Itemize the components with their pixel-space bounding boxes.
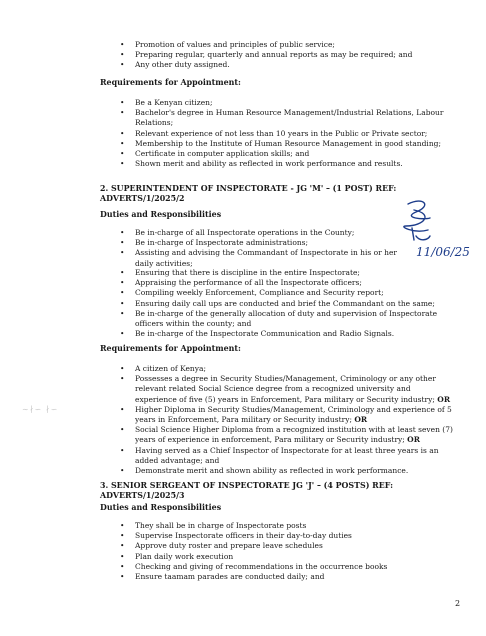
top-bullet-list (113, 40, 453, 71)
requirements-heading: Requirements for Appointment: (100, 78, 241, 87)
list-item: • Promotion of values and principles of public service; (113, 40, 453, 50)
list-item: • Be in-charge of all Inspectorate operations in the County; (113, 228, 403, 238)
section-2-title: 2. SUPERINTENDENT OF INSPECTORATE - JG 'M' – (1 POST) REF: ADVERTS/1/2025/2 (100, 184, 397, 204)
section-3-title: 3. SENIOR SERGEANT OF INSPECTORATE JG 'J' – (4 POSTS) REF: ADVERTS/1/2025/3 (100, 481, 393, 501)
list-item: • They shall be in charge of Inspectorate posts (113, 521, 453, 531)
list-item: • Membership to the Institute of Human Resource Management in good standing; (113, 139, 453, 149)
faint-bleed-mark: ∼∤∽ ∤∽ (22, 405, 59, 414)
list-item: • Shown merit and ability as reflected in work performance and results. (113, 159, 453, 169)
list-item: • Relevant experience of not less than 10 years in the Public or Private sector; (113, 129, 453, 139)
handwritten-date: 11/06/25 (416, 245, 470, 259)
list-item: • Preparing regular, quarterly and annual reports as may be required; and (113, 50, 453, 60)
requirements-list (113, 98, 453, 169)
list-item: • Social Science Higher Diploma from a recognized institution with at least seven (7) years of experience in enforcement, Para military or Security industry; OR (113, 425, 453, 445)
list-item: • Certificate in computer application skills; and (113, 149, 453, 159)
list-item: • Any other duty assigned. (113, 60, 453, 70)
section-3-duties-list (113, 521, 453, 582)
list-item: • A citizen of Kenya; (113, 364, 453, 374)
list-item: • Appraising the performance of all the Inspectorate officers; (113, 278, 453, 288)
list-item: • Be in-charge of the generally allocation of duty and supervision of Inspectorate officers within the county; and (113, 309, 453, 329)
section-2-duties-heading: Duties and Responsibilities (100, 210, 222, 219)
list-item: • Bachelor's degree in Human Resource Management/Industrial Relations, Labour Relations; (113, 108, 453, 128)
list-item: • Assisting and advising the Commandant of Inspectorate in his or her daily activities; (113, 248, 403, 268)
section-2-requirements-heading: Requirements for Appointment: (100, 344, 241, 353)
list-item: • Be in-charge of Inspectorate administrations; (113, 238, 403, 248)
section-3-duties-heading: Duties and Responsibilities (100, 503, 222, 512)
list-item: • Ensure taamam parades are conducted daily; and (113, 572, 453, 582)
list-item: • Having served as a Chief Inspector of Inspectorate for at least three years is an added advantage; and (113, 446, 453, 466)
list-item: • Plan daily work execution (113, 552, 453, 562)
list-item: • Compiling weekly Enforcement, Compliance and Security report; (113, 288, 453, 298)
section-2-duties-list-cont (113, 268, 453, 339)
list-item: • Demonstrate merit and shown ability as reflected in work performance. (113, 466, 453, 476)
list-item: • Possesses a degree in Security Studies/Management, Criminology or any other relevant related Social Science degree from a recognized university and experience of five (5) years in Enforcement, Para military or Security industry; OR (113, 374, 453, 405)
list-item: • Supervise Inspectorate officers in their day-to-day duties (113, 531, 453, 541)
list-item: • Ensuring daily call ups are conducted and brief the Commandant on the same; (113, 299, 453, 309)
list-item: • Ensuring that there is discipline in the entire Inspectorate; (113, 268, 453, 278)
section-2-requirements-list (113, 364, 453, 476)
list-item: • Checking and giving of recommendations in the occurrence books (113, 562, 453, 572)
list-item: • Be in-charge of the Inspectorate Communication and Radio Signals. (113, 329, 453, 339)
handwritten-signature (394, 196, 480, 266)
page-number: 2 (455, 599, 461, 608)
list-item: • Approve duty roster and prepare leave schedules (113, 541, 453, 551)
list-item: • Be a Kenyan citizen; (113, 98, 453, 108)
section-2-duties-list (113, 228, 403, 269)
list-item: • Higher Diploma in Security Studies/Management, Criminology and experience of 5 years in Enforcement, Para military or Security industry; OR (113, 405, 453, 425)
